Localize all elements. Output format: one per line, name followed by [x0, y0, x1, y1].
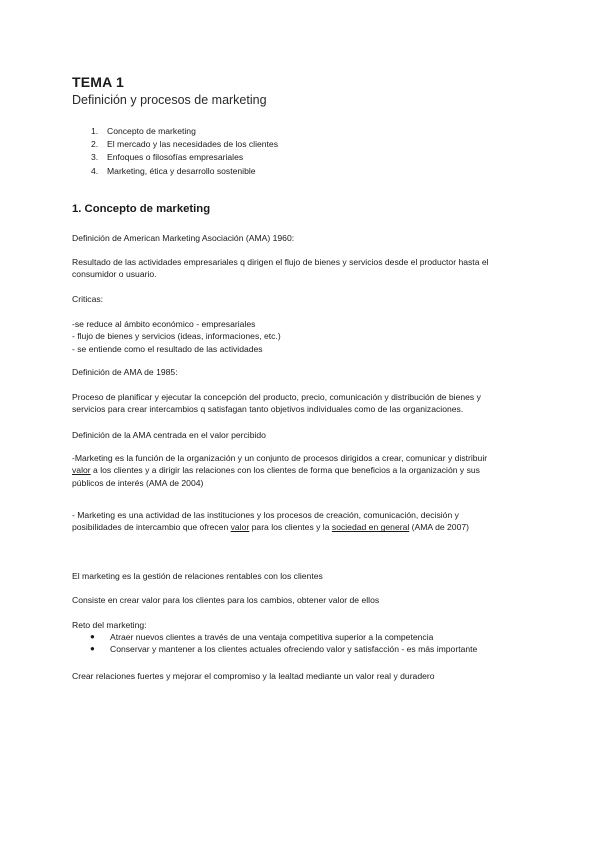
toc-label: Concepto de marketing [107, 126, 196, 136]
toc-number: 1. [91, 126, 99, 136]
text-line: Proceso de planificar y ejecutar la concepción del producto, precio, comunicación y distribución de bienes y [72, 392, 481, 402]
underlined-word: valor [230, 522, 250, 533]
text-line: - Marketing es una actividad de las instituciones y los procesos de creación, comunicación, decisión y [72, 510, 459, 520]
gestion-statement: El marketing es la gestión de relaciones rentables con los clientes [72, 571, 323, 581]
ama1985-title: Definición de AMA de 1985: [72, 367, 178, 377]
ama1960-definition [72, 256, 532, 281]
criticas-title: Criticas: [72, 294, 104, 304]
text-line: -Marketing es la función de la organización y un conjunto de procesos dirigidos a crear, comunicar y distribuir [72, 453, 488, 463]
reto-title: Reto del marketing: [72, 620, 147, 630]
document-title: TEMA 1 [72, 74, 125, 90]
reto-list [90, 631, 477, 656]
ama1960-title: Definición de American Marketing Asociación (AMA) 1960: [72, 233, 295, 243]
toc-number: 4. [91, 165, 99, 176]
underlined-phrase: sociedad en general [331, 522, 410, 533]
list-item [90, 643, 477, 655]
toc-number: 2. [91, 139, 99, 150]
text-line [72, 464, 532, 476]
text-line: consumidor o usuario. [72, 269, 157, 280]
definition-2007 [72, 509, 532, 534]
critica-item: - flujo de bienes y servicios (ideas, informaciones, etc.) [72, 331, 281, 342]
list-item-text: Atraer nuevos clientes a través de una ventaja competitiva superior a la competencia [110, 632, 434, 642]
text-line [72, 521, 532, 533]
ama1985-definition [72, 391, 532, 416]
critica-item: - se entiende como el resultado de las actividades [72, 343, 263, 354]
toc-label: Marketing, ética y desarrollo sostenible [107, 165, 256, 176]
text-span: posibilidades de intercambio que ofrecen [72, 522, 231, 533]
list-item [90, 631, 477, 643]
underlined-word: valor [72, 465, 91, 476]
section-heading: 1. Concepto de marketing [72, 203, 211, 215]
document-subtitle: Definición y procesos de marketing [72, 93, 267, 107]
text-line: Resultado de las actividades empresariales q dirigen el flujo de bienes y servicios desde el productor hasta el [72, 257, 489, 267]
crear-statement: Crear relaciones fuertes y mejorar el compromiso y la lealtad mediante un valor real y duradero [72, 671, 435, 681]
toc-label: El mercado y las necesidades de los clientes [107, 139, 279, 150]
toc-item [91, 151, 278, 164]
valor-title: Definición de la AMA centrada en el valor percibido [72, 430, 266, 440]
text-line: servicios para crear intercambios q satisfagan tanto objetivos individuales como de las organizaciones. [72, 404, 464, 415]
text-span: (AMA de 2007) [409, 522, 470, 533]
list-item-text: Conservar y mantener a los clientes actuales ofreciendo valor y satisfacción - es más importante [110, 644, 478, 655]
consiste-statement: Consiste en crear valor para los clientes para los cambios, obtener valor de ellos [72, 595, 380, 605]
toc-item [91, 165, 278, 178]
text-line: públicos de interés (AMA de 2004) [72, 477, 204, 488]
toc-number: 3. [91, 152, 99, 163]
text-span: a los clientes y a dirigir las relaciones con los clientes de forma que beneficios a la organización y sus [90, 465, 480, 476]
toc-label: Enfoques o filosofías empresariales [107, 152, 244, 163]
definition-2004 [72, 452, 532, 489]
toc-item [91, 138, 278, 151]
criticas-list [72, 318, 532, 355]
toc-item [91, 125, 278, 138]
bullet-icon: ● [90, 632, 95, 641]
bullet-icon: ● [90, 644, 95, 654]
table-of-contents [91, 125, 278, 178]
critica-item: -se reduce al ámbito económico - empresariales [72, 319, 256, 329]
text-span: para los clientes y la [249, 522, 332, 533]
